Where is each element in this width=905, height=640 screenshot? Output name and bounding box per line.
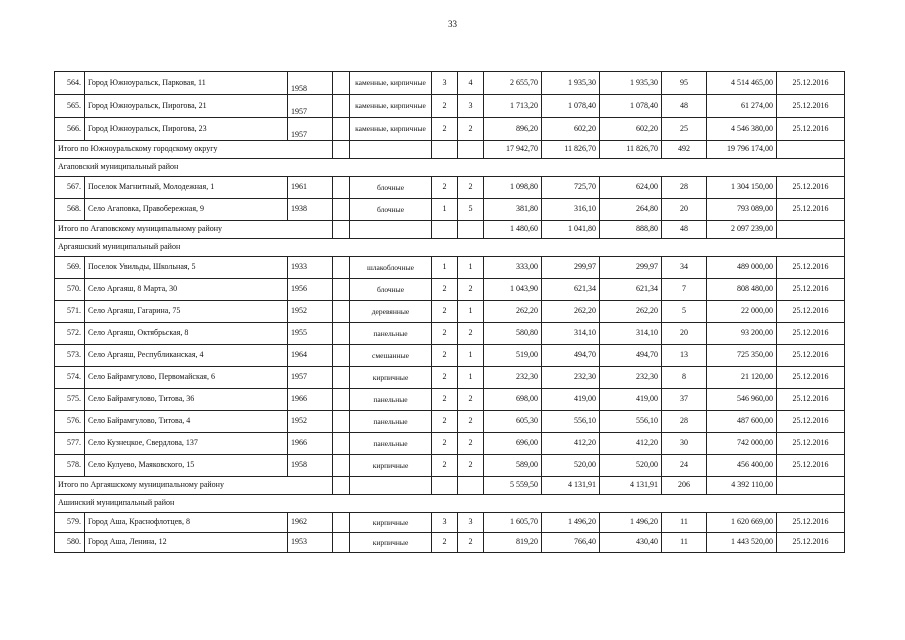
year-cell: 1958 [288,455,333,477]
floors-cell: 2 [432,389,458,411]
year-cell: 1953 [288,533,333,553]
residents-cell: 48 [662,95,707,118]
year-cell: 1938 [288,199,333,221]
blank-cell [432,477,458,495]
date-cell: 25.12.2016 [777,199,845,221]
subtotal-residents: 48 [662,221,707,239]
total-area-cell: 262,20 [484,301,542,323]
subtotal-residential-area: 4 131,91 [600,477,662,495]
entrances-cell: 5 [458,199,484,221]
blank-cell [350,141,432,159]
cost-cell: 61 274,00 [707,95,777,118]
residents-cell: 95 [662,72,707,95]
residents-cell: 13 [662,345,707,367]
residential-area-cell: 314,10 [600,323,662,345]
wall-material-cell: блочные [350,177,432,199]
floors-cell: 2 [432,411,458,433]
table-row [55,533,845,553]
blank-cell [333,533,350,553]
total-area-cell: 819,20 [484,533,542,553]
wall-material-cell: панельные [350,433,432,455]
year-cell: 1952 [288,411,333,433]
row-number: 571. [55,301,85,323]
blank-cell [333,95,350,118]
living-area-cell: 1 935,30 [542,72,600,95]
address-cell: Город Аша, Краснофлотцев, 8 [85,513,288,533]
address-cell: Село Аргаяш, Октябрьская, 8 [85,323,288,345]
entrances-cell: 3 [458,513,484,533]
row-number: 570. [55,279,85,301]
living-area-cell: 419,00 [542,389,600,411]
blank-cell [333,389,350,411]
cost-cell: 4 514 465,00 [707,72,777,95]
blank-cell [333,345,350,367]
cost-cell: 546 960,00 [707,389,777,411]
table-row [55,118,845,141]
date-cell: 25.12.2016 [777,533,845,553]
table-row [55,199,845,221]
subtotal-living-area: 4 131,91 [542,477,600,495]
subtotal-total-area: 5 559,50 [484,477,542,495]
total-area-cell: 1 605,70 [484,513,542,533]
residential-area-cell: 232,30 [600,367,662,389]
date-cell: 25.12.2016 [777,513,845,533]
housing-table-wrapper [54,71,844,553]
blank-cell [333,513,350,533]
section-title: Агаповский муниципальный район [55,159,845,177]
blank-cell [333,411,350,433]
blank-cell [350,221,432,239]
row-number: 569. [55,257,85,279]
blank-cell [458,221,484,239]
blank-cell [333,477,350,495]
housing-table [54,71,845,553]
living-area-cell: 1 496,20 [542,513,600,533]
total-area-cell: 605,30 [484,411,542,433]
floors-cell: 2 [432,118,458,141]
address-cell: Город Южноуральск, Парковая, 11 [85,72,288,95]
living-area-cell: 412,20 [542,433,600,455]
row-number: 567. [55,177,85,199]
floors-cell: 2 [432,455,458,477]
residents-cell: 7 [662,279,707,301]
residents-cell: 34 [662,257,707,279]
subtotal-label: Итого по Южноуральскому городскому округу [55,141,333,159]
date-cell: 25.12.2016 [777,72,845,95]
total-area-cell: 698,00 [484,389,542,411]
residential-area-cell: 430,40 [600,533,662,553]
year-cell: 1958 [288,72,333,95]
blank-cell [458,477,484,495]
subtotal-cost: 2 097 239,00 [707,221,777,239]
subtotal-cost: 4 392 110,00 [707,477,777,495]
total-area-cell: 381,80 [484,199,542,221]
floors-cell: 2 [432,367,458,389]
row-number: 576. [55,411,85,433]
living-area-cell: 621,34 [542,279,600,301]
cost-cell: 93 200,00 [707,323,777,345]
floors-cell: 2 [432,279,458,301]
blank-cell [432,141,458,159]
entrances-cell: 2 [458,433,484,455]
cost-cell: 22 000,00 [707,301,777,323]
residents-cell: 24 [662,455,707,477]
cost-cell: 4 546 380,00 [707,118,777,141]
wall-material-cell: блочные [350,279,432,301]
blank-cell [333,72,350,95]
page-number: 33 [448,19,457,29]
section-title: Ашинский муниципальный район [55,495,845,513]
year-cell: 1966 [288,433,333,455]
entrances-cell: 4 [458,72,484,95]
entrances-cell: 2 [458,533,484,553]
row-number: 572. [55,323,85,345]
blank-cell [333,177,350,199]
wall-material-cell: деревянные [350,301,432,323]
date-cell: 25.12.2016 [777,323,845,345]
address-cell: Город Аша, Ленина, 12 [85,533,288,553]
living-area-cell: 494,70 [542,345,600,367]
date-cell: 25.12.2016 [777,367,845,389]
entrances-cell: 1 [458,301,484,323]
floors-cell: 3 [432,72,458,95]
address-cell: Город Южноуральск, Пирогова, 21 [85,95,288,118]
year-cell: 1957 [288,118,333,141]
year-cell: 1957 [288,367,333,389]
wall-material-cell: панельные [350,389,432,411]
total-area-cell: 1 043,90 [484,279,542,301]
total-area-cell: 333,00 [484,257,542,279]
blank-cell [333,199,350,221]
row-number: 566. [55,118,85,141]
address-cell: Село Байрамгулово, Титова, 4 [85,411,288,433]
floors-cell: 3 [432,513,458,533]
residential-area-cell: 264,80 [600,199,662,221]
wall-material-cell: каменные, кирпичные [350,95,432,118]
residents-cell: 20 [662,323,707,345]
table-row [55,279,845,301]
residential-area-cell: 621,34 [600,279,662,301]
blank-cell [333,141,350,159]
blank-cell [333,257,350,279]
date-cell: 25.12.2016 [777,177,845,199]
living-area-cell: 602,20 [542,118,600,141]
year-cell: 1956 [288,279,333,301]
wall-material-cell: смешанные [350,345,432,367]
floors-cell: 2 [432,533,458,553]
year-cell: 1966 [288,389,333,411]
table-row [55,433,845,455]
total-area-cell: 1 713,20 [484,95,542,118]
living-area-cell: 520,00 [542,455,600,477]
wall-material-cell: кирпичные [350,533,432,553]
floors-cell: 2 [432,345,458,367]
residential-area-cell: 1 496,20 [600,513,662,533]
year-cell: 1957 [288,95,333,118]
residential-area-cell: 520,00 [600,455,662,477]
total-area-cell: 232,30 [484,367,542,389]
blank-cell [333,118,350,141]
residential-area-cell: 602,20 [600,118,662,141]
residential-area-cell: 556,10 [600,411,662,433]
table-body [55,72,845,553]
entrances-cell: 2 [458,455,484,477]
subtotal-cost: 19 796 174,00 [707,141,777,159]
blank-cell [333,323,350,345]
residential-area-cell: 262,20 [600,301,662,323]
date-cell: 25.12.2016 [777,455,845,477]
living-area-cell: 232,30 [542,367,600,389]
entrances-cell: 2 [458,279,484,301]
blank-cell [777,477,845,495]
address-cell: Село Байрамгулово, Титова, 36 [85,389,288,411]
blank-cell [432,221,458,239]
cost-cell: 725 350,00 [707,345,777,367]
residents-cell: 11 [662,513,707,533]
date-cell: 25.12.2016 [777,345,845,367]
address-cell: Село Аргаяш, Гагарина, 75 [85,301,288,323]
address-cell: Село Аргаяш, Республиканская, 4 [85,345,288,367]
wall-material-cell: блочные [350,199,432,221]
date-cell: 25.12.2016 [777,118,845,141]
subtotal-label: Итого по Агаповскому муниципальному району [55,221,333,239]
residents-cell: 28 [662,411,707,433]
cost-cell: 742 000,00 [707,433,777,455]
subtotal-label: Итого по Аргаяшскому муниципальному району [55,477,333,495]
cost-cell: 793 089,00 [707,199,777,221]
blank-cell [333,221,350,239]
residential-area-cell: 1 078,40 [600,95,662,118]
table-row [55,323,845,345]
total-area-cell: 1 098,80 [484,177,542,199]
blank-cell [350,477,432,495]
blank-cell [333,455,350,477]
entrances-cell: 3 [458,95,484,118]
residential-area-cell: 624,00 [600,177,662,199]
table-row [55,513,845,533]
row-number: 580. [55,533,85,553]
cost-cell: 456 400,00 [707,455,777,477]
cost-cell: 1 443 520,00 [707,533,777,553]
row-number: 574. [55,367,85,389]
blank-cell [333,279,350,301]
row-number: 564. [55,72,85,95]
table-row [55,345,845,367]
floors-cell: 1 [432,257,458,279]
row-number: 568. [55,199,85,221]
row-number: 573. [55,345,85,367]
total-area-cell: 519,00 [484,345,542,367]
cost-cell: 487 600,00 [707,411,777,433]
wall-material-cell: каменные, кирпичные [350,118,432,141]
subtotal-residential-area: 11 826,70 [600,141,662,159]
year-cell: 1955 [288,323,333,345]
date-cell: 25.12.2016 [777,389,845,411]
total-area-cell: 589,00 [484,455,542,477]
cost-cell: 21 120,00 [707,367,777,389]
residential-area-cell: 1 935,30 [600,72,662,95]
table-row [55,72,845,95]
wall-material-cell: кирпичные [350,455,432,477]
date-cell: 25.12.2016 [777,279,845,301]
cost-cell: 808 480,00 [707,279,777,301]
year-cell: 1962 [288,513,333,533]
section-header-row [55,495,845,513]
subtotal-row [55,141,845,159]
total-area-cell: 580,80 [484,323,542,345]
subtotal-residents: 492 [662,141,707,159]
wall-material-cell: кирпичные [350,513,432,533]
address-cell: Город Южноуральск, Пирогова, 23 [85,118,288,141]
date-cell: 25.12.2016 [777,95,845,118]
floors-cell: 2 [432,433,458,455]
floors-cell: 1 [432,199,458,221]
row-number: 579. [55,513,85,533]
blank-cell [777,221,845,239]
residents-cell: 8 [662,367,707,389]
address-cell: Село Кузнецкое, Свердлова, 137 [85,433,288,455]
total-area-cell: 896,20 [484,118,542,141]
row-number: 577. [55,433,85,455]
table-row [55,411,845,433]
subtotal-residential-area: 888,80 [600,221,662,239]
living-area-cell: 299,97 [542,257,600,279]
address-cell: Село Агаповка, Правобережная, 9 [85,199,288,221]
date-cell: 25.12.2016 [777,411,845,433]
subtotal-row [55,221,845,239]
section-header-row [55,159,845,177]
row-number: 578. [55,455,85,477]
subtotal-total-area: 1 480,60 [484,221,542,239]
living-area-cell: 556,10 [542,411,600,433]
wall-material-cell: кирпичные [350,367,432,389]
entrances-cell: 1 [458,367,484,389]
floors-cell: 2 [432,323,458,345]
residents-cell: 37 [662,389,707,411]
entrances-cell: 1 [458,345,484,367]
wall-material-cell: панельные [350,411,432,433]
blank-cell [458,141,484,159]
blank-cell [333,433,350,455]
subtotal-residents: 206 [662,477,707,495]
living-area-cell: 725,70 [542,177,600,199]
table-row [55,301,845,323]
year-cell: 1961 [288,177,333,199]
blank-cell [333,301,350,323]
table-row [55,389,845,411]
residents-cell: 5 [662,301,707,323]
table-row [55,367,845,389]
residents-cell: 11 [662,533,707,553]
date-cell: 25.12.2016 [777,433,845,455]
subtotal-total-area: 17 942,70 [484,141,542,159]
address-cell: Село Байрамгулово, Первомайская, 6 [85,367,288,389]
entrances-cell: 2 [458,118,484,141]
floors-cell: 2 [432,301,458,323]
subtotal-living-area: 11 826,70 [542,141,600,159]
cost-cell: 1 620 669,00 [707,513,777,533]
cost-cell: 1 304 150,00 [707,177,777,199]
residential-area-cell: 299,97 [600,257,662,279]
blank-cell [333,367,350,389]
year-cell: 1952 [288,301,333,323]
wall-material-cell: шлакоблочные [350,257,432,279]
year-cell: 1933 [288,257,333,279]
section-title: Аргаяшский муниципальный район [55,239,845,257]
living-area-cell: 316,10 [542,199,600,221]
total-area-cell: 2 655,70 [484,72,542,95]
table-row [55,455,845,477]
cost-cell: 489 000,00 [707,257,777,279]
table-row [55,177,845,199]
living-area-cell: 766,40 [542,533,600,553]
living-area-cell: 262,20 [542,301,600,323]
wall-material-cell: каменные, кирпичные [350,72,432,95]
address-cell: Село Аргаяш, 8 Марта, 30 [85,279,288,301]
table-row [55,95,845,118]
row-number: 575. [55,389,85,411]
residential-area-cell: 412,20 [600,433,662,455]
entrances-cell: 1 [458,257,484,279]
address-cell: Село Кулуево, Маяковского, 15 [85,455,288,477]
entrances-cell: 2 [458,411,484,433]
residential-area-cell: 494,70 [600,345,662,367]
date-cell: 25.12.2016 [777,257,845,279]
year-cell: 1964 [288,345,333,367]
residents-cell: 30 [662,433,707,455]
subtotal-living-area: 1 041,80 [542,221,600,239]
entrances-cell: 2 [458,323,484,345]
subtotal-row [55,477,845,495]
living-area-cell: 314,10 [542,323,600,345]
blank-cell [777,141,845,159]
address-cell: Поселок Магнитный, Молодежная, 1 [85,177,288,199]
date-cell: 25.12.2016 [777,301,845,323]
table-row [55,257,845,279]
entrances-cell: 2 [458,389,484,411]
floors-cell: 2 [432,177,458,199]
row-number: 565. [55,95,85,118]
residents-cell: 28 [662,177,707,199]
residential-area-cell: 419,00 [600,389,662,411]
section-header-row [55,239,845,257]
residents-cell: 25 [662,118,707,141]
entrances-cell: 2 [458,177,484,199]
wall-material-cell: панельные [350,323,432,345]
address-cell: Поселок Увильды, Школьная, 5 [85,257,288,279]
residents-cell: 20 [662,199,707,221]
total-area-cell: 696,00 [484,433,542,455]
living-area-cell: 1 078,40 [542,95,600,118]
floors-cell: 2 [432,95,458,118]
